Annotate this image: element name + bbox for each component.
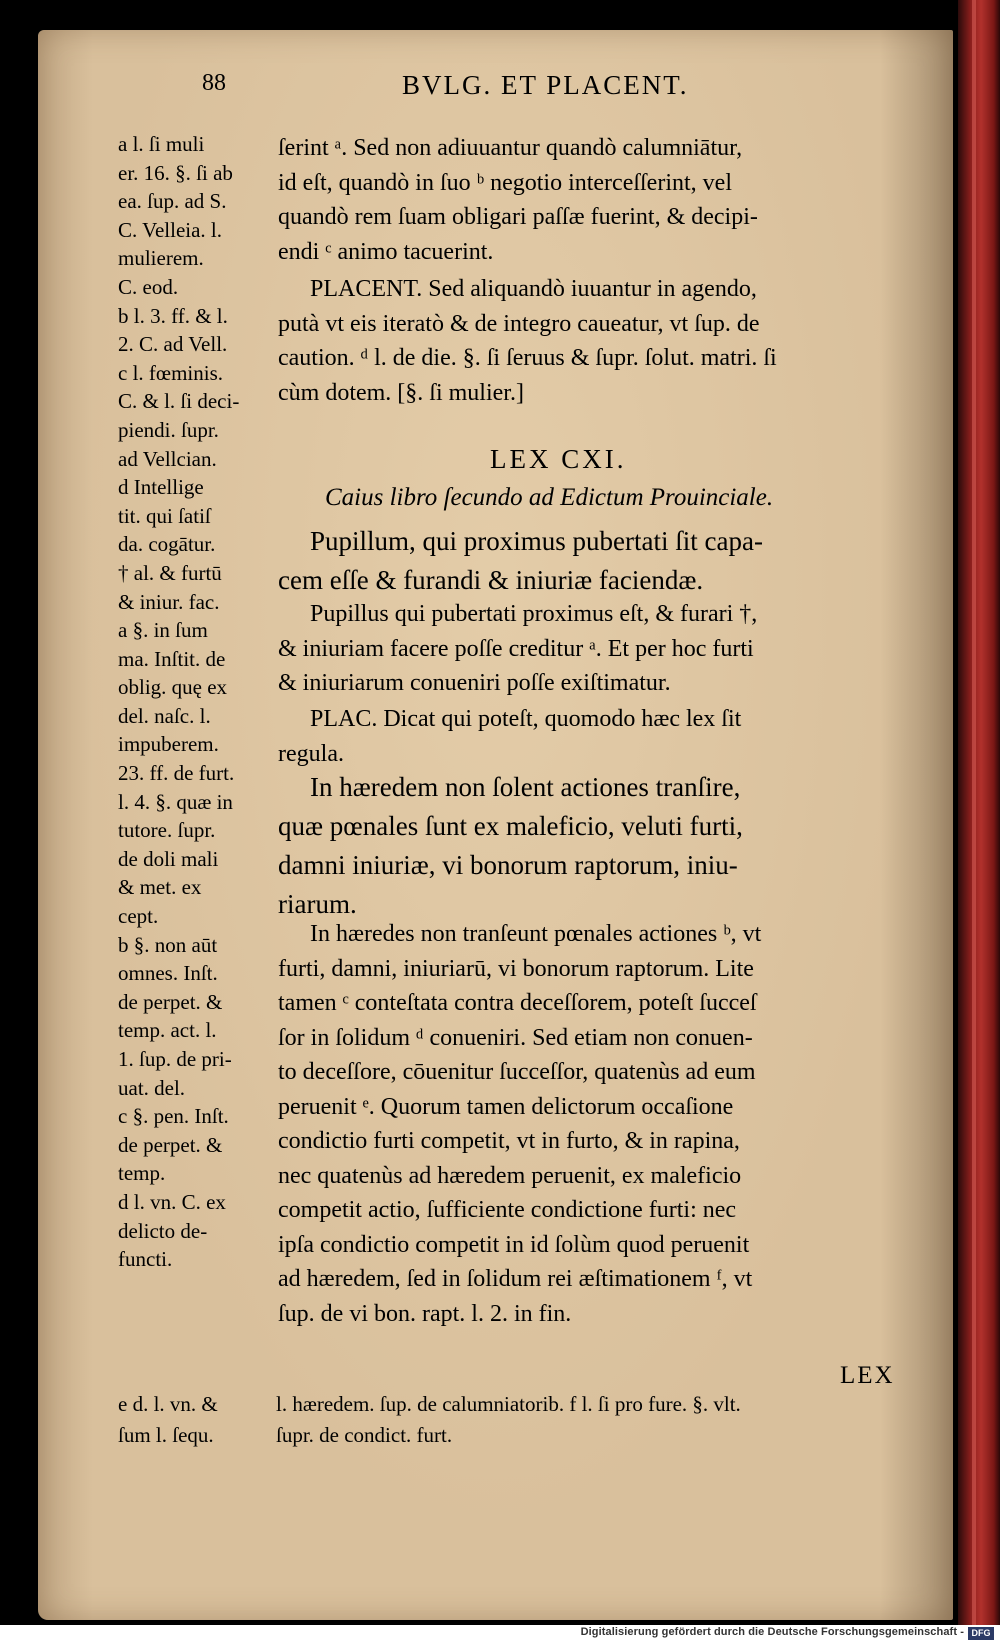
- text-line: endi ᶜ animo tacuerint.: [278, 238, 494, 265]
- text-line: regula.: [278, 740, 344, 767]
- page-number: 88: [202, 70, 226, 96]
- text-line: damni iniuriæ, vi bonorum raptorum, iniu-: [278, 850, 738, 880]
- footer-credit: Digitalisierung gefördert durch die Deutsche Forschungsgemeinschaft -: [580, 1626, 964, 1638]
- book-spine: [958, 0, 1000, 1625]
- margin-note-line: b l. 3. ff. & l.: [118, 303, 228, 328]
- margin-note-line: mulierem.: [118, 246, 204, 271]
- lex-rubric: [278, 522, 906, 600]
- margin-note-line: d l. vn. C. ex: [118, 1189, 226, 1214]
- text-line: PLAC. Dicat qui poteſt, quomodo hæc lex ſit: [310, 706, 742, 732]
- footnote-right: ſupr. de condict. furt.: [276, 1423, 453, 1447]
- margin-note-line: ea. ſup. ad S.: [118, 189, 227, 214]
- margin-note-line: d Intellige: [118, 475, 204, 500]
- margin-note-line: functi.: [118, 1247, 173, 1272]
- book-spine-highlight: [972, 0, 976, 1625]
- margin-note-line: tit. qui ſatiſ: [118, 503, 211, 528]
- margin-note-line: † al. & furtū: [118, 560, 222, 585]
- text-line: & iniuriarum conueniri poſſe exiſtimatur.: [278, 670, 671, 696]
- text-line: ſor in ſolidum ᵈ conueniri. Sed etiam non conuen-: [278, 1024, 753, 1051]
- text-line: quandò rem ſuam obligari paſſæ fuerint, & decipi-: [278, 204, 758, 230]
- margin-note-line: ad Vellcian.: [118, 446, 217, 471]
- rubric-haeredem: [278, 768, 906, 924]
- margin-note-line: a l. ſi muli: [118, 132, 205, 156]
- footer-bar: [0, 1625, 1000, 1643]
- text-line: In hæredem non ſolent actiones tranſire,: [310, 772, 741, 802]
- text-line: peruenit ᵉ. Quorum tamen delictorum occaſione: [278, 1093, 734, 1120]
- running-title: BVLG. ET PLACENT.: [402, 70, 689, 100]
- text-line: nec quatenùs ad hæredem peruenit, ex maleficio: [278, 1162, 742, 1189]
- margin-note-line: oblig. quę ex: [118, 675, 228, 700]
- margin-note-line: tutore. ſupr.: [118, 818, 216, 843]
- text-line: ſup. de vi bon. rapt. l. 2. in fin.: [278, 1300, 572, 1327]
- lex-subheading: Caius libro ſecundo ad Edictum Prouinciale.: [325, 484, 774, 511]
- footnote-left: ſum l. ſequ.: [118, 1423, 214, 1447]
- text-line: PLACENT. Sed aliquandò iuuantur in agendo,: [310, 276, 757, 302]
- dfg-logo-icon: DFG: [968, 1627, 994, 1640]
- text-line: quæ pœnales ſunt ex maleficio, veluti furti,: [278, 811, 743, 841]
- text-block-1: [278, 131, 906, 269]
- margin-note-line: piendi. ſupr.: [118, 417, 219, 442]
- text-block-placentinus-1: [278, 272, 906, 410]
- margin-note-line: cept.: [118, 904, 159, 929]
- text-line: putà vt eis iteratò & de integro caueatur, vt ſup. de: [278, 310, 760, 337]
- margin-note-line: 1. ſup. de pri-: [118, 1047, 232, 1071]
- text-line: riarum.: [278, 889, 357, 919]
- margin-note-line: c l. fœminis.: [118, 360, 223, 385]
- margin-note-line: ma. Inſtit. de: [118, 646, 226, 671]
- text-line: cem eſſe & furandi & iniuriæ faciendæ.: [278, 565, 704, 595]
- footnote-line: [118, 1420, 918, 1451]
- margin-note-line: c §. pen. Inſt.: [118, 1104, 229, 1129]
- margin-note-line: omnes. Inſt.: [118, 961, 218, 986]
- footnotes: [118, 1389, 918, 1451]
- text-line: competit actio, ſufficiente condictione furti: nec: [278, 1197, 737, 1223]
- text-line: cùm dotem. [§. ſi mulier.]: [278, 379, 524, 406]
- margin-note-line: temp. act. l.: [118, 1018, 217, 1043]
- text-line: condictio furti competit, vt in furto, & in rapina,: [278, 1128, 740, 1154]
- text-block-pupillus: [278, 597, 906, 701]
- text-line: to deceſſore, cōuenitur ſucceſſor, quatenùs ad eum: [278, 1059, 756, 1085]
- text-line: Pupillum, qui proximus pubertati ſit capa-: [310, 526, 763, 556]
- text-line: ſerint ᵃ. Sed non adiuuantur quandò calumniātur,: [278, 135, 743, 161]
- margin-note-line: delicto de-: [118, 1218, 208, 1243]
- footnote-right: l. hæredem. ſup. de calumniatorib. f l. ſi pro fure. §. vlt.: [276, 1392, 741, 1416]
- text-line: & iniuriam facere poſſe creditur ᵃ. Et per hoc furti: [278, 635, 754, 662]
- margin-note-line: C. & l. ſi deci-: [118, 389, 240, 414]
- margin-note-line: de doli mali: [118, 846, 219, 871]
- margin-note-line: 2. C. ad Vell.: [118, 332, 228, 357]
- footnote-line: [118, 1389, 918, 1420]
- catchword: LEX: [840, 1362, 895, 1389]
- margin-note-line: C. eod.: [118, 274, 179, 299]
- text-line: In hæredes non tranſeunt pœnales actiones ᵇ, vt: [310, 921, 762, 947]
- text-line: caution. ᵈ l. de die. §. ſi ſeruus & ſupr. ſolut. matri. ſi: [278, 345, 777, 371]
- margin-note-line: de perpet. &: [118, 1132, 223, 1157]
- margin-note-line: temp.: [118, 1161, 166, 1186]
- margin-note-line: C. Velleia. l.: [118, 217, 223, 242]
- margin-note-line: b §. non aūt: [118, 932, 218, 957]
- margin-note-line: a §. in ſum: [118, 618, 208, 643]
- margin-note-line: & met. ex: [118, 875, 202, 900]
- margin-note-line: del. naſc. l.: [118, 703, 211, 728]
- text-line: furti, damni, iniuriarū, vi bonorum raptorum. Lite: [278, 955, 754, 982]
- margin-note-line: er. 16. §. ſi ab: [118, 160, 233, 185]
- margin-note-line: impuberem.: [118, 732, 219, 757]
- text-line: ipſa condictio competit in id ſolùm quod peruenit: [278, 1231, 750, 1258]
- margin-notes: [118, 130, 270, 1274]
- margin-note-line: & iniur. fac.: [118, 589, 220, 614]
- lex-heading: LEX CXI.: [490, 444, 627, 474]
- margin-note-line: da. cogātur.: [118, 532, 216, 557]
- text-line: id eſt, quandò in ſuo ᵇ negotio interceſſerint, vel: [278, 169, 732, 196]
- text-line: Pupillus qui pubertati proximus eſt, & furari †,: [310, 601, 758, 627]
- text-block-placentinus-2: [278, 702, 906, 771]
- footnote-left: e d. l. vn. &: [118, 1392, 218, 1416]
- margin-note-line: 23. ff. de furt.: [118, 761, 235, 786]
- text-block-haeredes: [278, 917, 906, 1331]
- margin-note-line: uat. del.: [118, 1075, 186, 1100]
- margin-note-line: l. 4. §. quæ in: [118, 789, 233, 814]
- margin-note-line: de perpet. &: [118, 989, 223, 1014]
- text-line: tamen ᶜ conteſtata contra deceſſorem, poteſt ſucceſ: [278, 990, 757, 1016]
- text-line: ad hæredem, ſed in ſolidum rei æſtimationem ᶠ, vt: [278, 1266, 753, 1292]
